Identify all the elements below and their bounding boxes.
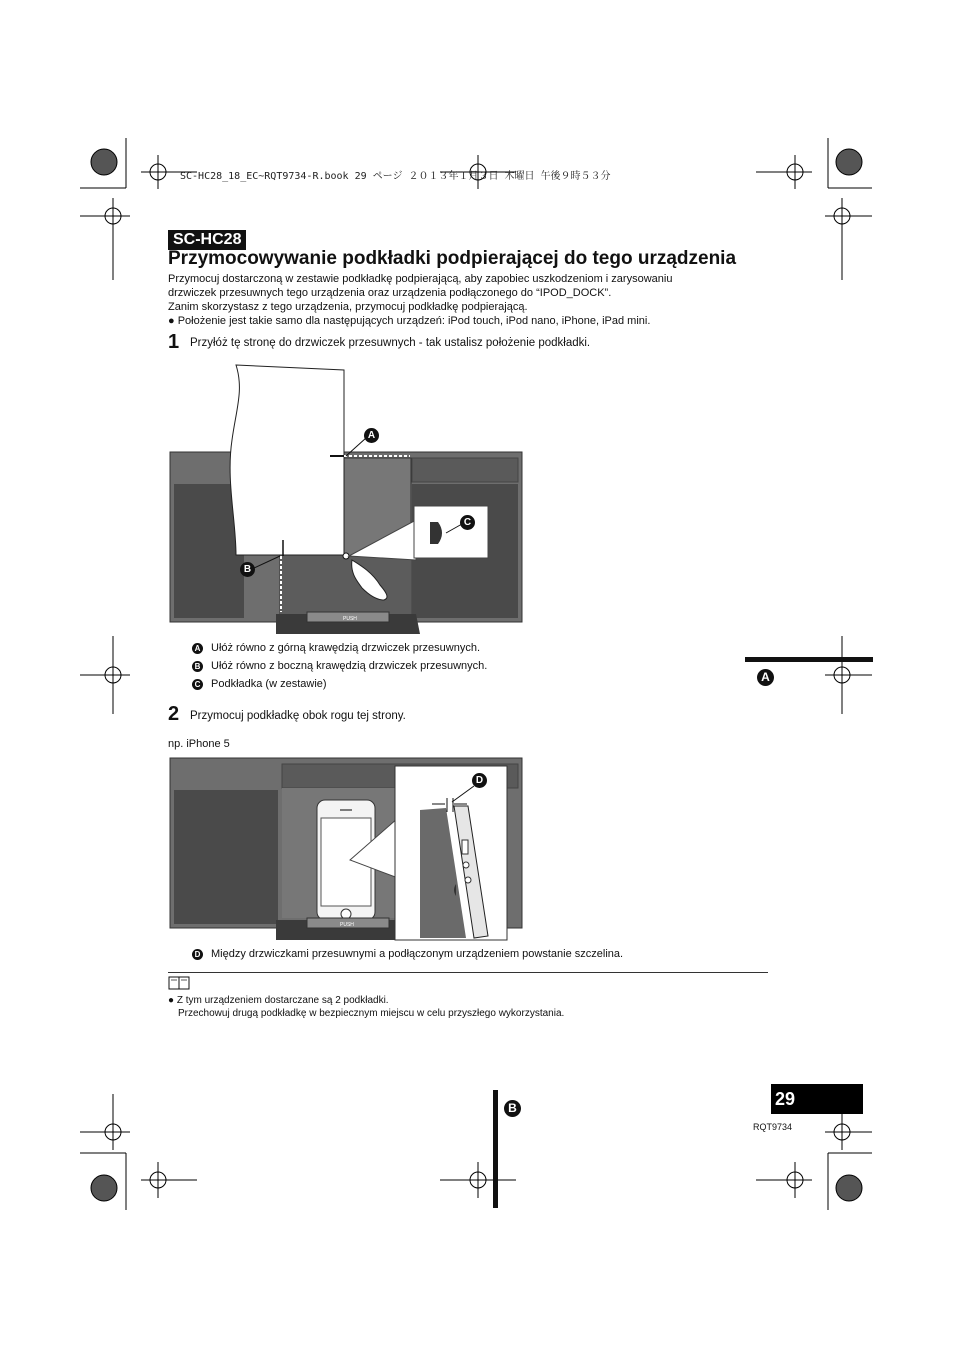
- step-2-number: 2: [168, 703, 180, 725]
- legend-letter: C: [192, 679, 203, 690]
- intro-line: Zanim skorzystasz z tego urządzenia, przymocuj podkładkę podpierającą.: [168, 301, 528, 313]
- page-title: Przymocowywanie podkładki podpierającej do tego urządzenia: [168, 248, 737, 269]
- legend-text: Ułóż równo z górną krawędzią drzwiczek przesuwnych.: [211, 642, 480, 654]
- marker-c: C: [460, 515, 475, 530]
- example-label: np. iPhone 5: [168, 738, 230, 750]
- legend-item-d: [192, 948, 623, 960]
- book-icon: [168, 976, 190, 990]
- note-line: ● Z tym urządzeniem dostarczane są 2 podkładki.: [168, 995, 389, 1006]
- legend-text: Między drzwiczkami przesuwnymi a podłączonym urządzeniem powstanie szczelina.: [211, 948, 624, 960]
- legend-letter: D: [192, 949, 203, 960]
- step-1-text: Przyłóż tę stronę do drzwiczek przesuwnych - tak ustalisz położenie podkładki.: [190, 337, 591, 349]
- page-number: 29: [771, 1084, 863, 1114]
- legend-text: Ułóż równo z boczną krawędzią drzwiczek przesuwnych.: [211, 660, 488, 672]
- legend-text: Podkładka (w zestawie): [211, 678, 327, 690]
- note-line: Przechowuj drugą podkładkę w bezpiecznym miejscu w celu przyszłego wykorzystania.: [178, 1008, 565, 1019]
- step-2-text: Przymocuj podkładkę obok rogu tej strony.: [190, 710, 406, 722]
- legend-letter: A: [192, 643, 203, 654]
- marker-b: B: [240, 562, 255, 577]
- file-header-line: SC-HC28_18_EC~RQT9734-R.book 29 ページ ２０１３年１月３日 木曜日 午後９時５３分: [180, 171, 611, 182]
- notes-divider: [168, 972, 768, 973]
- marker-d: D: [472, 773, 487, 788]
- notes: [168, 994, 564, 1020]
- document-code: RQT9734: [753, 1122, 793, 1132]
- intro-line: Przymocuj dostarczoną w zestawie podkładkę podpierającą, aby zapobiec uszkodzeniom i zarysowaniu: [168, 273, 673, 285]
- model-badge: SC-HC28: [168, 230, 246, 250]
- step-1-number: 1: [168, 331, 180, 353]
- legend-letter: B: [192, 661, 203, 672]
- marker-a: A: [364, 428, 379, 443]
- side-marker-b: B: [504, 1100, 521, 1117]
- intro-bullet: ● Położenie jest takie samo dla następujących urządzeń: iPod touch, iPod nano, iPhone, iPad mini.: [168, 315, 651, 327]
- fig1-push-label: PUSH: [343, 616, 357, 622]
- side-marker-a: A: [757, 669, 774, 686]
- fig2-push-label: PUSH: [340, 922, 354, 928]
- intro-line: drzwiczek przesuwnych tego urządzenia oraz urządzenia podłączonego do “IPOD_DOCK”.: [168, 287, 612, 299]
